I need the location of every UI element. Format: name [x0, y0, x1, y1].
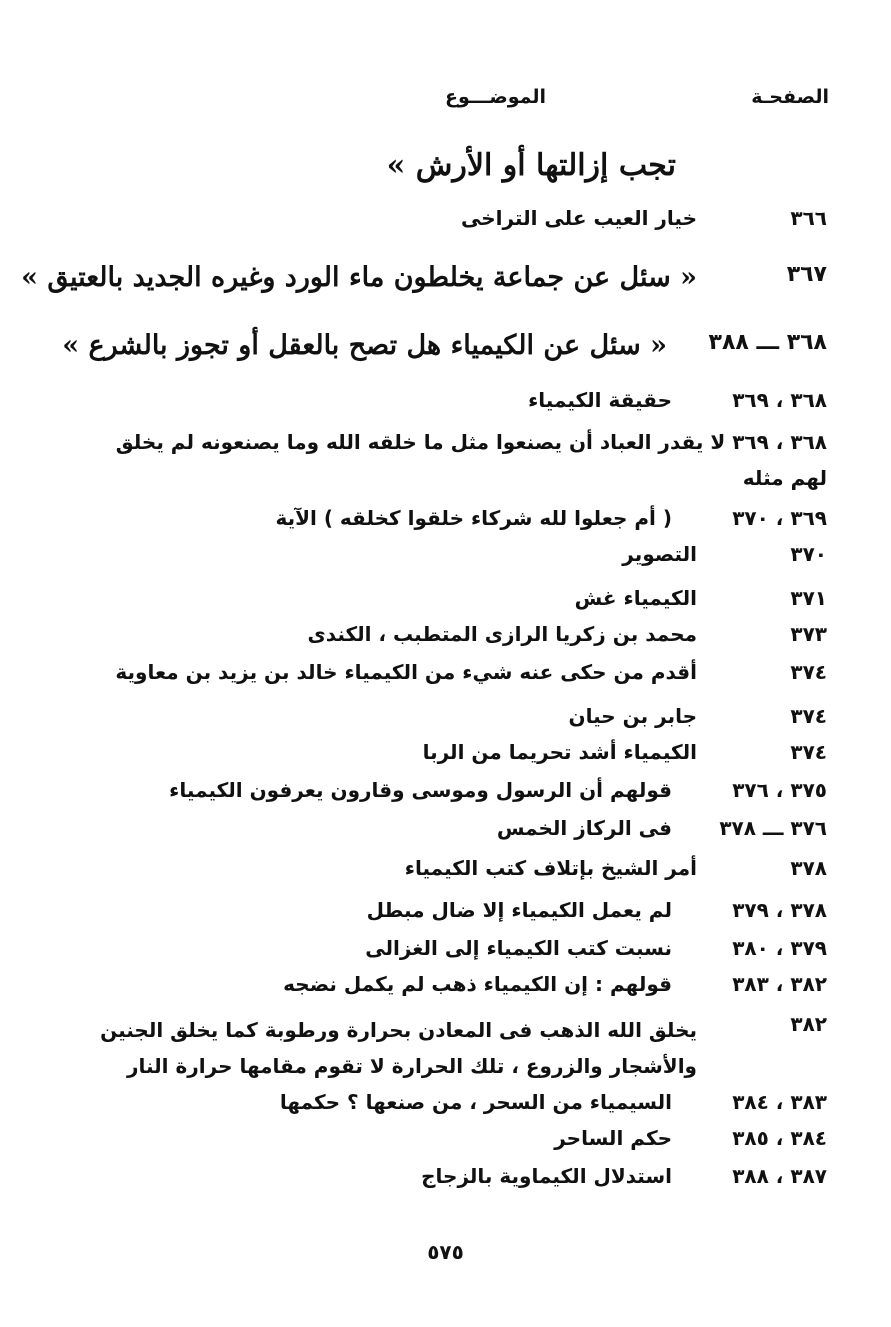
index-entry-heading	[60, 330, 827, 370]
entry-page-ref: ٣٧٤	[790, 740, 827, 764]
entry-page-ref: ٣٨٧ ، ٣٨٨	[732, 1164, 827, 1188]
entry-page-ref: ٣٦٧	[786, 262, 827, 287]
entry-topic: لا يقدر العباد أن يصنعوا مثل ما خلقه الله وما يصنعونه لم يخلق لهم مثله	[115, 430, 827, 490]
index-entry	[60, 936, 827, 976]
entry-topic: لم يعمل الكيمياء إلا ضال مبطل	[366, 898, 672, 922]
index-entry	[60, 206, 827, 246]
entry-topic: ( أم جعلوا لله شركاء خلقوا كخلقه ) الآية	[275, 506, 672, 530]
index-entry	[60, 816, 827, 856]
index-entry-multiline	[90, 424, 827, 496]
entry-page-ref: ٣٧٥ ، ٣٧٦	[732, 778, 827, 802]
index-entry	[60, 898, 827, 938]
index-entry	[60, 506, 827, 546]
index-entry	[60, 1164, 827, 1204]
entry-topic: قولهم : إن الكيمياء ذهب لم يكمل نضجه	[283, 972, 672, 996]
entry-page-ref: ٣٨٢ ، ٣٨٣	[732, 972, 827, 996]
entry-page-ref: ٣٦٦	[790, 206, 827, 230]
entry-page-ref: ٣٧١	[790, 586, 827, 610]
entry-page-ref: ٣٧٣	[790, 622, 827, 646]
entry-page-ref: ٣٧٤	[790, 660, 827, 684]
entry-page-ref: ٣٧٦ ـــ ٣٧٨	[719, 816, 827, 840]
index-entry-multiline	[60, 1012, 827, 1088]
entry-page-ref: ٣٨٤ ، ٣٨٥	[732, 1126, 827, 1150]
index-entry	[60, 660, 827, 700]
index-entry-heading	[21, 262, 827, 302]
index-entry	[60, 388, 827, 428]
entry-topic: « سئل عن جماعة يخلطون ماء الورد وغيره الجديد بالعتيق »	[21, 262, 697, 293]
entry-topic: أمر الشيخ بإتلاف كتب الكيمياء	[404, 856, 697, 880]
entry-page-ref: ٣٧٤	[790, 704, 827, 728]
index-entry	[60, 740, 827, 780]
entry-topic: قولهم أن الرسول وموسى وقارون يعرفون الكيمياء	[169, 778, 672, 802]
entry-topic: خيار العيب على التراخى	[460, 206, 697, 230]
index-entry	[60, 972, 827, 1012]
entry-page-ref: ٣٦٨ ، ٣٦٩	[732, 430, 827, 454]
entry-page-ref: ٣٧٨	[790, 856, 827, 880]
entry-page-ref: ٣٦٨ ، ٣٦٩	[732, 388, 827, 412]
entry-topic: السيمياء من السحر ، من صنعها ؟ حكمها	[279, 1090, 672, 1114]
entry-topic: حقيقة الكيمياء	[528, 388, 672, 412]
index-entry	[60, 704, 827, 744]
entry-topic: الكيمياء أشد تحريما من الربا	[422, 740, 697, 764]
entry-topic: حكم الساحر	[554, 1126, 672, 1150]
index-entry	[60, 778, 827, 818]
entry-topic: التصوير	[622, 542, 697, 566]
entry-page-ref: ٣٧٨ ، ٣٧٩	[732, 898, 827, 922]
entry-page-ref: ٣٨٣ ، ٣٨٤	[732, 1090, 827, 1114]
entry-page-ref: ٣٦٩ ، ٣٧٠	[732, 506, 827, 530]
index-entry	[60, 542, 827, 582]
index-entry	[60, 586, 827, 626]
entry-topic: يخلق الله الذهب فى المعادن بحرارة ورطوبة كما يخلق الجنين والأشجار والزروع ، تلك الحرارة لا تقوم مقامها حرارة النار	[100, 1018, 697, 1078]
page-column-header: الصفحـة	[751, 86, 829, 108]
entry-page-ref: ٣٧٩ ، ٣٨٠	[732, 936, 827, 960]
page-number: ٥٧٥	[427, 1240, 464, 1264]
index-entry	[60, 1090, 827, 1130]
index-entry	[60, 1126, 827, 1166]
entry-topic: نسبت كتب الكيمياء إلى الغزالى	[365, 936, 672, 960]
entry-page-ref: ٣٨٢	[790, 1012, 827, 1036]
index-entry	[60, 622, 827, 662]
index-entry	[60, 856, 827, 896]
entry-topic: محمد بن زكريا الرازى المتطبب ، الكندى	[307, 622, 697, 646]
entry-topic: جابر بن حيان	[568, 704, 697, 728]
continued-heading: تجب إزالتها أو الأرش »	[386, 148, 676, 183]
entry-topic: فى الركاز الخمس	[496, 816, 672, 840]
entry-page-ref: ٣٧٠	[790, 542, 827, 566]
topic-column-header: الموضـــوع	[444, 86, 546, 108]
entry-topic: الكيمياء غش	[574, 586, 697, 610]
entry-topic: « سئل عن الكيمياء هل تصح بالعقل أو تجوز بالشرع »	[62, 330, 667, 361]
entry-topic: استدلال الكيماوية بالزجاج	[421, 1164, 672, 1188]
entry-topic: أقدم من حكى عنه شيء من الكيمياء خالد بن يزيد بن معاوية	[115, 660, 697, 684]
entry-page-ref: ٣٦٨ ـــ ٣٨٨	[708, 330, 827, 355]
